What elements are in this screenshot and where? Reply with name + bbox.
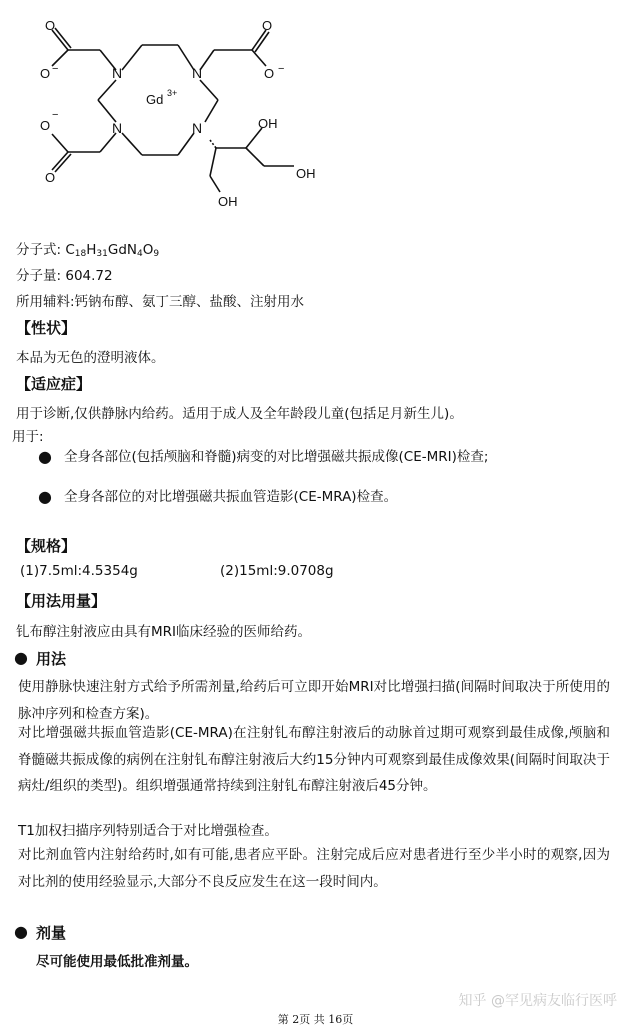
molecular-weight — [16, 264, 113, 284]
gadolinium-label: Gd — [146, 92, 164, 107]
properties-text: 本品为无色的澄明液体。 — [16, 350, 165, 366]
indications-heading: 【适应症】 — [16, 375, 92, 393]
weight-label: 分子量: — [16, 268, 62, 284]
dose-text: 尽可能使用最低批准剂量。 — [36, 954, 198, 970]
nitrogen-label: N — [192, 65, 203, 81]
formula-value: $C_{18}H_{31}GdN_4O_9$ — [65, 242, 160, 259]
hydroxyl-label: OH — [296, 166, 316, 181]
indication-item: 全身各部位(包括颅脑和脊髓)病变的对比增强磁共振成像(CE-MRI)检查; — [64, 449, 489, 465]
minus-sign: − — [278, 63, 285, 75]
oxygen-label: O — [40, 118, 51, 133]
dosage-intro: 钆布醇注射液应由具有MRI临床经验的医师给药。 — [16, 624, 312, 640]
bullet-marker: ● — [14, 922, 28, 941]
indication-item: 全身各部位的对比增强磁共振血管造影(CE-MRA)检查。 — [64, 489, 398, 505]
watermark: 知乎 @罕见病友临行医呼 — [458, 993, 617, 1009]
minus-sign: − — [52, 63, 59, 75]
bullet-marker: ● — [38, 487, 52, 506]
page-number: 第 2页 共 16页 — [277, 1013, 354, 1026]
indications-intro: 用于诊断,仅供静脉内给药。适用于成人及全年龄段儿童(包括足月新生儿)。 — [16, 406, 463, 422]
specification-2: (2)15ml:9.0708g — [220, 563, 334, 579]
excipients: 所用辅料:钙钠布醇、氨丁三醇、盐酸、注射用水 — [16, 294, 305, 310]
nitrogen-label: N — [112, 120, 123, 136]
molecular-formula — [16, 238, 159, 259]
minus-sign: − — [52, 109, 59, 121]
hydroxyl-label: OH — [258, 116, 278, 131]
oxygen-label: O — [40, 66, 51, 81]
hydroxyl-label: OH — [218, 194, 238, 209]
nitrogen-label: N — [112, 65, 123, 81]
bullet-marker: ● — [38, 447, 52, 466]
nitrogen-label: N — [192, 120, 203, 136]
properties-heading: 【性状】 — [16, 319, 77, 337]
formula-label: 分子式: — [16, 242, 62, 258]
gadolinium-charge: 3+ — [167, 88, 178, 98]
dosage-heading: 【用法用量】 — [16, 592, 107, 610]
specification-1: (1)7.5ml:4.5354g — [20, 563, 138, 579]
indications-use-label: 用于: — [12, 429, 44, 445]
oxygen-label: O — [264, 66, 275, 81]
dose-heading: 剂量 — [36, 924, 67, 942]
bullet-marker: ● — [14, 648, 28, 667]
usage-paragraph: 使用静脉快速注射方式给予所需剂量,给药后可立即开始MRI对比增强扫描(间隔时间取决于所使用的脉冲序列和检查方案)。 — [18, 679, 610, 722]
specification-heading: 【规格】 — [16, 537, 77, 555]
gadobutrol-structure-diagram — [0, 0, 420, 220]
weight-value: 604.72 — [65, 268, 113, 284]
usage-paragraph: 对比剂血管内注射给药时,如有可能,患者应平卧。注射完成后应对患者进行至少半小时的观察,因为对比剂的使用经验显示,大部分不良反应发生在这一段时间内。 — [18, 847, 610, 890]
oxygen-label: O — [45, 18, 56, 33]
usage-paragraph: T1加权扫描序列特别适合于对比增强检查。 — [18, 823, 278, 839]
oxygen-label: O — [262, 18, 273, 33]
oxygen-label: O — [45, 170, 56, 185]
usage-heading: 用法 — [36, 650, 67, 668]
usage-paragraph: 对比增强磁共振血管造影(CE-MRA)在注射钆布醇注射液后的动脉首过期可观察到最佳成像,颅脑和脊髓磁共振成像的病例在注射钆布醇注射液后大约15分钟内可观察到最佳成像效果(间隔时间取决于病灶/组织的类型)。组织增强通常持续到注射钆布醇注射液后45分钟。 — [18, 725, 610, 794]
